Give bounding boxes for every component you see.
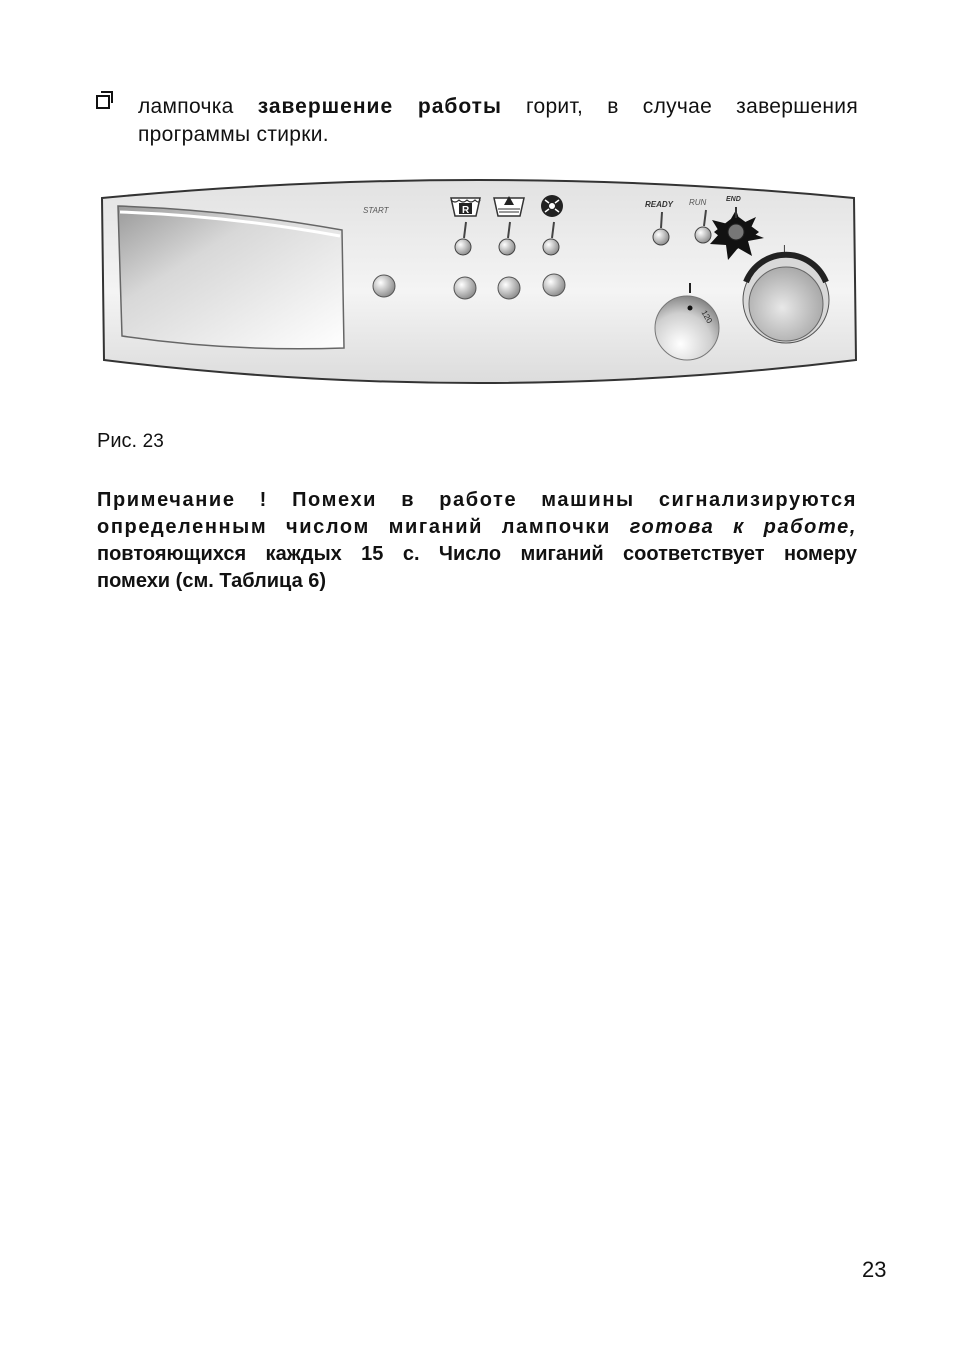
caption-prefix: Рис. [97, 430, 143, 452]
note-line-4: помехи (см. Таблица 6) [97, 570, 327, 592]
rinse-symbol-letter: R [462, 205, 470, 216]
note-line-1: Примечание ! Помехи в работе машины сигнализируются [97, 489, 857, 511]
checkbox-bullet-icon [96, 95, 110, 109]
water-level-symbol-icon [494, 196, 524, 216]
figure-caption [97, 430, 164, 453]
bullet-text-after: горит, в случае завершения [501, 95, 858, 118]
note-paragraph [97, 487, 857, 595]
note-line-3: повтояющихся каждых 15 с. Число миганий соответствует номеру [97, 543, 857, 565]
program-knob-on-mark: I [783, 244, 786, 255]
prewash-symbol-icon [451, 198, 480, 216]
control-panel-figure [96, 170, 860, 402]
run-label: RUN [689, 198, 707, 207]
spin-button[interactable] [543, 274, 565, 296]
temperature-knob-marking: 120 [699, 308, 715, 325]
bullet-bold-term: завершение работы [257, 95, 502, 118]
note-line-2 [97, 514, 857, 541]
detergent-drawer [118, 206, 344, 349]
prewash-button[interactable] [454, 277, 476, 299]
note-line-2-text: определенным числом миганий лампочки [97, 516, 630, 538]
start-button[interactable] [373, 275, 395, 297]
water-level-button[interactable] [498, 277, 520, 299]
bullet-text [138, 93, 858, 149]
bullet-text-before: лампочка [138, 95, 258, 118]
ready-label: READY [645, 200, 674, 209]
note-line-2-italic: готова к работе, [629, 516, 857, 538]
caption-number: 23 [142, 431, 164, 452]
bullet-text-line2: программы стирки. [138, 123, 329, 146]
end-label: END [726, 196, 741, 203]
page-number: 23 [862, 1257, 887, 1282]
bullet-paragraph [96, 93, 858, 149]
start-label: START [363, 206, 389, 215]
spin-symbol-icon [541, 195, 563, 217]
